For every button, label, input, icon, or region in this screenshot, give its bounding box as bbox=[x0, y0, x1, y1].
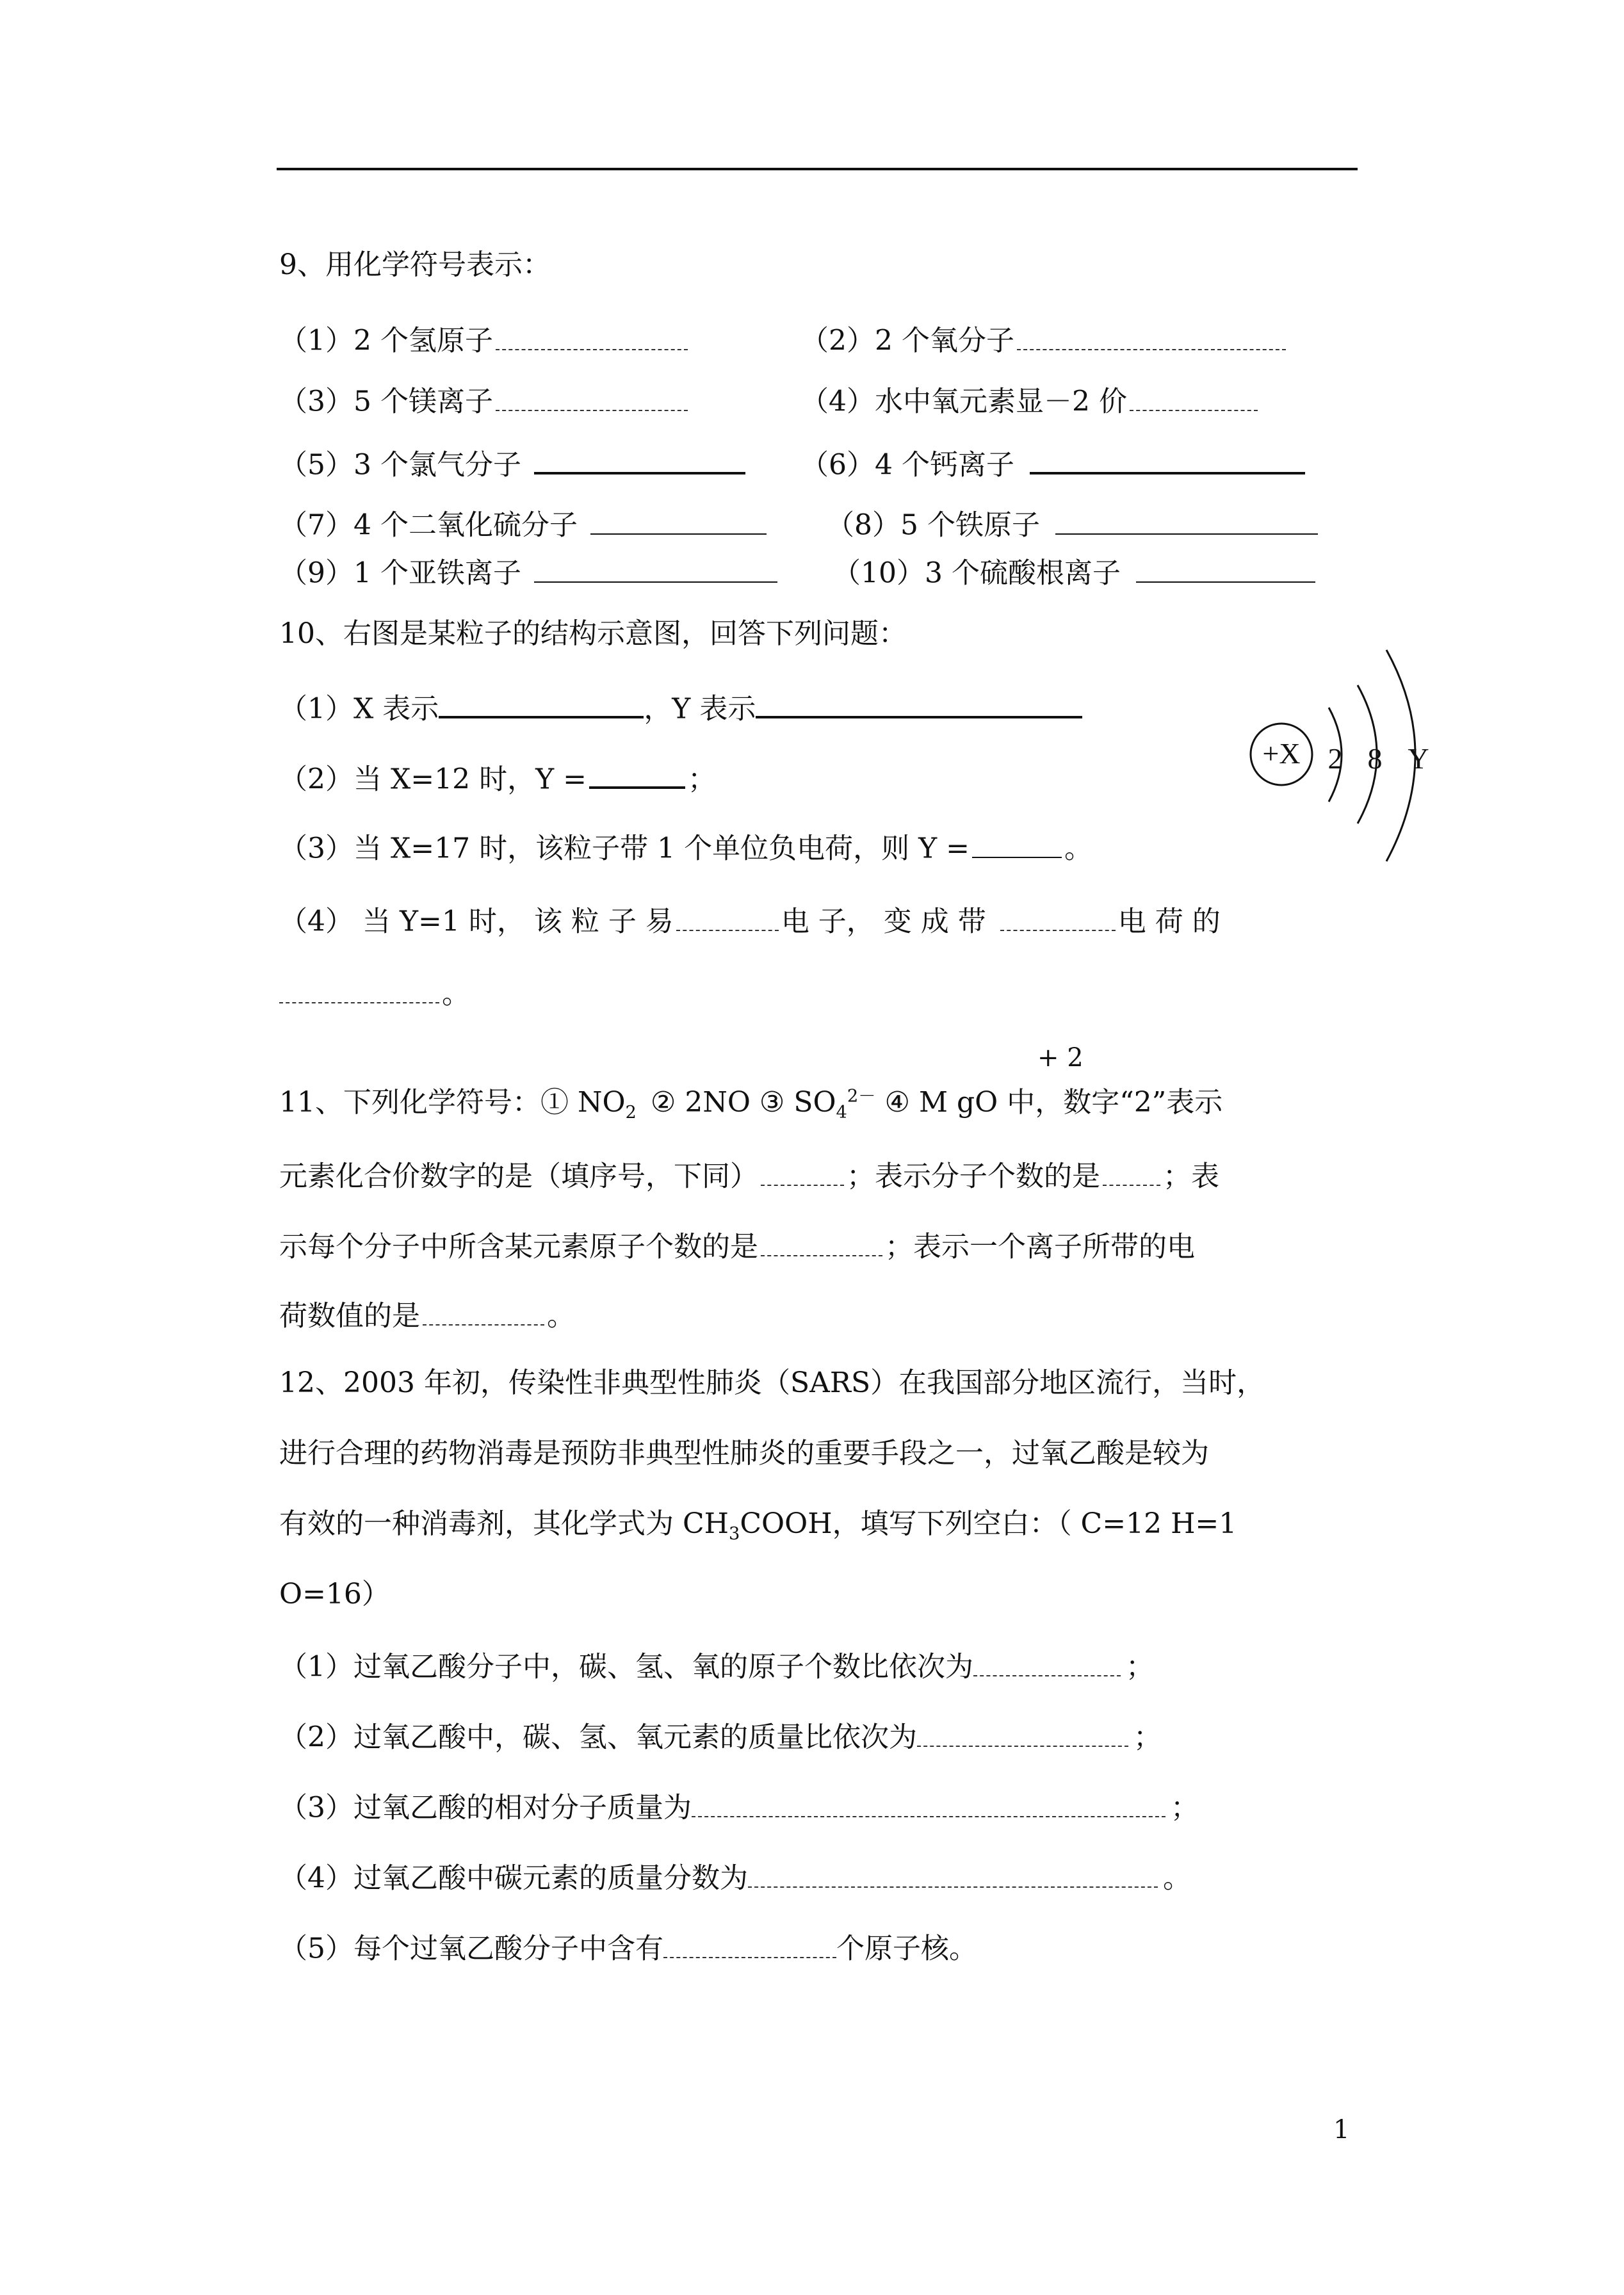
q10-part-4-cont: 。 bbox=[279, 977, 470, 1009]
answer-blank[interactable] bbox=[423, 1299, 544, 1326]
q12-part-4: （4）过氧乙酸中碳元素的质量分数为 。 bbox=[279, 1861, 1191, 1895]
valence-mark: + 2 bbox=[1037, 1043, 1084, 1073]
answer-blank[interactable] bbox=[756, 690, 1082, 718]
q10-heading: 10、右图是某粒子的结构示意图，回答下列问题： bbox=[279, 617, 907, 650]
q10-part-3: （3）当 X=17 时，该粒子带 1 个单位负电荷，则 Y = 。 bbox=[279, 832, 1092, 865]
answer-blank[interactable] bbox=[279, 977, 439, 1003]
answer-blank[interactable] bbox=[1103, 1159, 1160, 1186]
q12-part-5: （5）每个过氧乙酸分子中含有 个原子核。 bbox=[279, 1932, 977, 1965]
answer-blank[interactable] bbox=[663, 1931, 836, 1958]
q9-item-9: （9）1 个亚铁离子 bbox=[279, 556, 780, 588]
answer-blank[interactable] bbox=[973, 1650, 1121, 1676]
page-number: 1 bbox=[1333, 2115, 1350, 2145]
answer-blank[interactable] bbox=[917, 1720, 1128, 1747]
answer-blank[interactable] bbox=[534, 446, 745, 474]
q12-line-2: 进行合理的药物消毒是预防非典型性肺炎的重要手段之一，过氧乙酸是较为 bbox=[279, 1437, 1209, 1470]
q9-item-10: （10）3 个硫酸根离子 bbox=[832, 556, 1318, 588]
header-rule bbox=[277, 168, 1358, 170]
q9-item-5: （5）3 个氯气分子 bbox=[279, 446, 748, 480]
answer-blank[interactable] bbox=[1130, 384, 1258, 411]
answer-blank[interactable] bbox=[761, 1159, 844, 1186]
q10-part-1: （1）X 表示 ，Y 表示 bbox=[279, 690, 1082, 724]
answer-blank[interactable] bbox=[1017, 323, 1286, 350]
answer-blank[interactable] bbox=[496, 384, 688, 411]
q11-line-2: 元素化合价数字的是（填序号，下同） ；表示分子个数的是 ；表 bbox=[279, 1160, 1219, 1193]
q9-item-2: （2）2 个氧分子 bbox=[800, 323, 1288, 355]
answer-blank[interactable] bbox=[1000, 904, 1116, 931]
q9-item-8: （8）5 个铁原子 bbox=[826, 508, 1320, 540]
q11-line-1: 11、下列化学符号：① $NO_2$ ② 2NO ③ $SO_4^{2-}$ ④ M gO 中，数字“2”表示 bbox=[279, 1086, 1223, 1123]
q12-line-3: 有效的一种消毒剂，其化学式为 $CH_3COOH$，填写下列空白：（ C=12 H=1 bbox=[279, 1507, 1237, 1544]
q12-part-1: （1）过氧乙酸分子中，碳、氢、氧的原子个数比依次为 ； bbox=[279, 1650, 1154, 1683]
shell-1-count: 2 bbox=[1328, 742, 1343, 775]
answer-blank[interactable] bbox=[439, 690, 644, 718]
q9-item-7: （7）4 个二氧化硫分子 bbox=[279, 508, 769, 540]
answer-blank[interactable] bbox=[534, 556, 777, 583]
nucleus-label: +X bbox=[1262, 737, 1301, 770]
answer-blank[interactable] bbox=[1136, 556, 1315, 583]
answer-blank[interactable] bbox=[1030, 446, 1305, 474]
answer-blank[interactable] bbox=[972, 831, 1062, 858]
q12-line-4: O=16） bbox=[279, 1578, 390, 1610]
q9-item-4: （4）水中氧元素显－2 价 bbox=[800, 384, 1260, 416]
q11-line-3: 示每个分子中所含某元素原子个数的是 ；表示一个离子所带的电 bbox=[279, 1230, 1195, 1263]
q11-line-4: 荷数值的是 。 bbox=[279, 1299, 575, 1333]
answer-blank[interactable] bbox=[1055, 508, 1318, 535]
answer-blank[interactable] bbox=[761, 1229, 882, 1256]
answer-blank[interactable] bbox=[589, 761, 685, 789]
atom-structure-diagram bbox=[1233, 640, 1450, 884]
q9-item-6: （6）4 个钙离子 bbox=[800, 446, 1308, 480]
shell-2-count: 8 bbox=[1367, 742, 1383, 775]
q12-part-2: （2）过氧乙酸中，碳、氢、氧元素的质量比依次为 ； bbox=[279, 1721, 1162, 1754]
q10-part-4: （4） 当 Y=1 时， 该 粒 子 易 电 子， 变 成 带 电 荷 的 bbox=[279, 905, 1221, 938]
answer-blank[interactable] bbox=[748, 1861, 1158, 1888]
q12-part-3: （3）过氧乙酸的相对分子质量为 ； bbox=[279, 1791, 1199, 1824]
answer-blank[interactable] bbox=[496, 323, 688, 350]
q9-item-3: （3）5 个镁离子 bbox=[279, 384, 690, 416]
answer-blank[interactable] bbox=[590, 508, 767, 535]
q10-part-2: （2）当 X=12 时，Y = ； bbox=[279, 761, 716, 794]
answer-blank[interactable] bbox=[692, 1790, 1165, 1817]
answer-blank[interactable] bbox=[676, 904, 779, 931]
q12-line-1: 12、2003 年初，传染性非典型性肺炎（SARS）在我国部分地区流行，当时， bbox=[279, 1366, 1265, 1399]
shell-3-count: Y bbox=[1408, 742, 1429, 775]
q9-heading: 9、用化学符号表示： bbox=[279, 248, 551, 281]
q9-item-1: （1）2 个氢原子 bbox=[279, 323, 690, 355]
